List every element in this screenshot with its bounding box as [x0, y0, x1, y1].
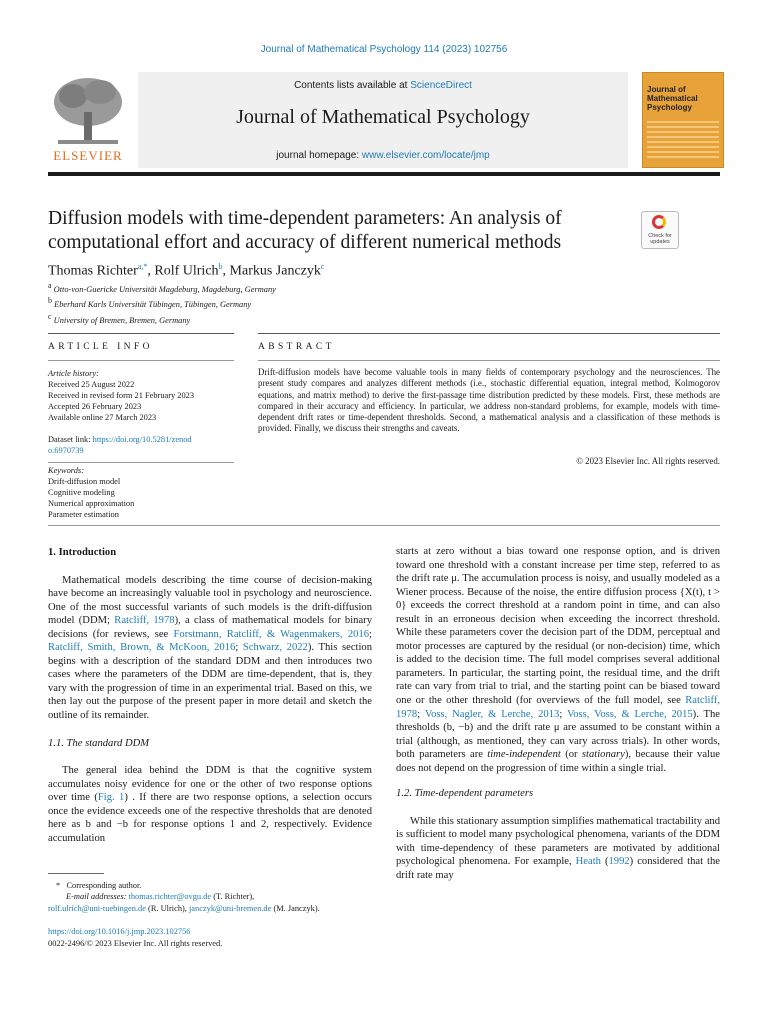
cover-title: Journal of Mathematical Psychology: [647, 85, 698, 112]
keyword: Cognitive modeling: [48, 488, 115, 497]
author-affiliation-mark[interactable]: c: [320, 262, 325, 271]
divider: [48, 360, 234, 361]
paragraph: Mathematical models describing the time course of decision-making have become an increasingly valuable tool in psychology and neuroscience. One of the most successful variants of such models is the drift-diffusion model (DDM; Ratcliff, 1978), a class of mathematical models for binary decisions (for reviews, see Forstmann, Ratcliff, & Wagenmakers, 2016; Ratcliff, Smith, Brown, & McKoon, 2016; Schwarz, 2022). This section begins with a description of the standard DDM and then introduces two cases where the parameters of the DDM are time-dependent, that is, they vary with the progression of time in an experimental trial. Based on this, we then lay out the purpose of the present paper in more detail and sketch the outline of its remainder.: [48, 574, 372, 722]
check-updates-icon: [652, 215, 666, 229]
cover-decoration: [647, 121, 719, 161]
divider: [48, 462, 234, 463]
citation-link[interactable]: Schwarz, 2022: [242, 642, 308, 654]
contents-prefix: Contents lists available at: [294, 80, 411, 91]
article-info-heading: ARTICLE INFO: [48, 342, 153, 352]
corresponding-note: * Corresponding author.: [56, 881, 142, 890]
email-link[interactable]: thomas.richter@ovgu.de: [128, 892, 212, 902]
history-item: Received 25 August 2022: [48, 380, 135, 389]
journal-title: Journal of Mathematical Psychology: [236, 106, 530, 128]
doi-footer: [48, 926, 378, 949]
keywords-label: Keywords:: [48, 466, 84, 475]
keyword: Numerical approximation: [48, 499, 135, 508]
subsection-heading: 1.1. The standard DDM: [48, 737, 150, 749]
history-label: Article history:: [48, 369, 99, 378]
footnotes: [48, 880, 378, 914]
citation-link[interactable]: Heath: [575, 856, 601, 868]
citation-link[interactable]: Forstmann, Ratcliff, & Wagenmakers, 2016: [173, 628, 370, 640]
history-item: Accepted 26 February 2023: [48, 402, 142, 411]
doi-link[interactable]: https://doi.org/10.1016/j.jmp.2023.102756: [48, 927, 191, 936]
abstract-text: Drift-diffusion models have become valuable tools in many fields of contemporary psychology and the neurosciences. The present study compares and analyzes different methods (i.e., stochastic differential equation, integral method, Kolmogorov equations, and matrix method) to derive the first-passage time distribution predicted by these models. First, these methods are compared in their accuracy and efficiency. In particular, we address non-standard problems, for example, models with time-dependent drift rates or time-dependent thresholds. Second, a mathematical analysis and a classification of these methods is provided. Finally, we discuss their strengths and caveats.: [258, 367, 720, 434]
keyword: Parameter estimation: [48, 510, 119, 519]
check-updates-label: Check for updates: [648, 233, 672, 245]
paragraph: The general idea behind the DDM is that the cognitive system accumulates noisy evidence for one or the other of two response options over time (Fig. 1) . If there are two response options, a selection occurs once the evidence exceeds one of the respective thresholds that are denoted here as b and −b for response options 1 and 2, respectively. Evidence accumulation: [48, 765, 372, 844]
history-item: Received in revised form 21 February 2023: [48, 391, 195, 400]
affiliation: $^b$ Eberhard Karls Universität Tübingen, Tübingen, Germany: [48, 296, 252, 310]
section-heading: 1. Introduction: [48, 547, 117, 558]
paragraph: starts at zero without a bias toward one response option, and is driven toward one threshold with a constant increase per time step, referred to as the drift rate μ. The accumulation process is noisy, and usually modeled as a Wiener process. Because of the noise, the entire diffusion process {X(t), t > 0} exceeds the correct threshold at a random point in time, and can also result in an erroneous decision when exceeding the incorrect threshold. While these parameters cover the decision part of the DDM, perceptual and motor processes are captured by the residual (or non-decision) time, which is added to the decision time. The full model comprises several additional parameters. In particular, the starting point, the residual time, and the drift rate can vary from trial to trial, and the starting point can be biased toward one or the other threshold (for overviews of the full model, see Ratcliff, 1978; Voss, Nagler, & Lerche, 2013; Voss, Voss, & Lerche, 2015). The thresholds (b, −b) and the drift rate μ are assumed to be constant within a trial (although, as mentioned, they can vary across trials). In other words, both parameters are time-independent (or stationary), because their value does not depend on the progression of time within a single trial.: [396, 546, 720, 774]
affiliation: $^c$ University of Bremen, Bremen, Germany: [48, 311, 191, 325]
author-affiliation-mark[interactable]: a,*: [137, 262, 148, 271]
body-column-right: [396, 545, 720, 883]
email-link[interactable]: rolf.ulrich@uni-tuebingen.de: [48, 903, 146, 913]
dataset-label: Dataset link:: [48, 435, 93, 444]
email-note: E-mail addresses: thomas.richter@ovgu.de (T. Richter),: [66, 892, 255, 902]
divider: [258, 333, 720, 334]
history-item: Available online 27 March 2023: [48, 413, 157, 422]
subsection-heading: 1.2. Time-dependent parameters: [396, 788, 534, 800]
author-affiliation-mark[interactable]: b: [218, 262, 223, 271]
affiliation: $^a$ Otto-von-Guericke Universität Magdeburg, Magdeburg, Germany: [48, 281, 276, 294]
body-column-left: [48, 546, 372, 845]
sciencedirect-link[interactable]: ScienceDirect: [410, 80, 472, 91]
keyword: Drift-diffusion model: [48, 477, 121, 486]
issn-line: 0022-2496/© 2023 Elsevier Inc. All rights reserved.: [48, 938, 223, 948]
check-for-updates-badge[interactable]: [641, 211, 679, 249]
journal-cover[interactable]: [642, 72, 724, 168]
contents-line: [138, 80, 628, 91]
dataset-link-block: [48, 434, 234, 456]
citation-link[interactable]: Ratcliff, Smith, Brown, & McKoon, 2016: [48, 642, 236, 654]
article-title: Diffusion models with time-dependent parameters: An analysis of computational effort and accuracy of different numerical methods: [48, 208, 562, 253]
citation-link[interactable]: Voss, Nagler, & Lerche, 2013: [424, 708, 560, 720]
divider: [48, 525, 720, 526]
figure-link[interactable]: Fig. 1: [97, 792, 125, 804]
email-link[interactable]: janczyk@uni-bremen.de: [188, 903, 272, 913]
footnote-rule: [48, 873, 104, 874]
paragraph: While this stationary assumption simplifies mathematical tractability and is sufficient to model many psychological phenomena, variants of the DDM with time-dependency of these parameters are motivated by additional psychological phenomena. For example, Heath (1992) considered that the drift rate may: [396, 815, 720, 882]
citation-link[interactable]: Ratcliff, 1978: [396, 695, 720, 720]
article-history: [48, 368, 234, 423]
homepage-line: [138, 150, 628, 161]
email-note: rolf.ulrich@uni-tuebingen.de (R. Ulrich), janczyk@uni-bremen.de (M. Janczyk).: [48, 903, 320, 913]
author-name[interactable]: Thomas Richter: [48, 263, 138, 279]
author-name[interactable]: Markus Janczyk: [229, 263, 321, 279]
affiliations: [48, 280, 276, 326]
journal-reference[interactable]: Journal of Mathematical Psychology 114 (2023) 102756: [260, 44, 508, 55]
elsevier-logo: [48, 72, 128, 164]
publisher-name: ELSEVIER: [53, 148, 123, 163]
dataset-link-cont[interactable]: o.6970739: [48, 446, 84, 455]
citation-link[interactable]: 1992: [608, 856, 630, 868]
citation-link[interactable]: Ratcliff, 1978: [114, 615, 175, 627]
divider: [48, 333, 234, 334]
author-name[interactable]: Rolf Ulrich: [154, 263, 219, 279]
header-rule: [48, 172, 720, 176]
homepage-prefix: journal homepage:: [276, 150, 362, 161]
homepage-link[interactable]: www.elsevier.com/locate/jmp: [361, 150, 490, 161]
citation-link[interactable]: Voss, Voss, & Lerche, 2015: [566, 708, 693, 720]
dataset-link[interactable]: https://doi.org/10.5281/zenod: [92, 435, 192, 444]
keywords: [48, 465, 234, 520]
divider: [258, 360, 720, 361]
abstract-heading: ABSTRACT: [258, 342, 335, 352]
author-list: Thomas Richter$^{a,*}$, Rolf Ulrich$^b$, Markus Janczyk$^c$: [48, 262, 325, 279]
abstract-copyright: © 2023 Elsevier Inc. All rights reserved.: [576, 456, 720, 466]
